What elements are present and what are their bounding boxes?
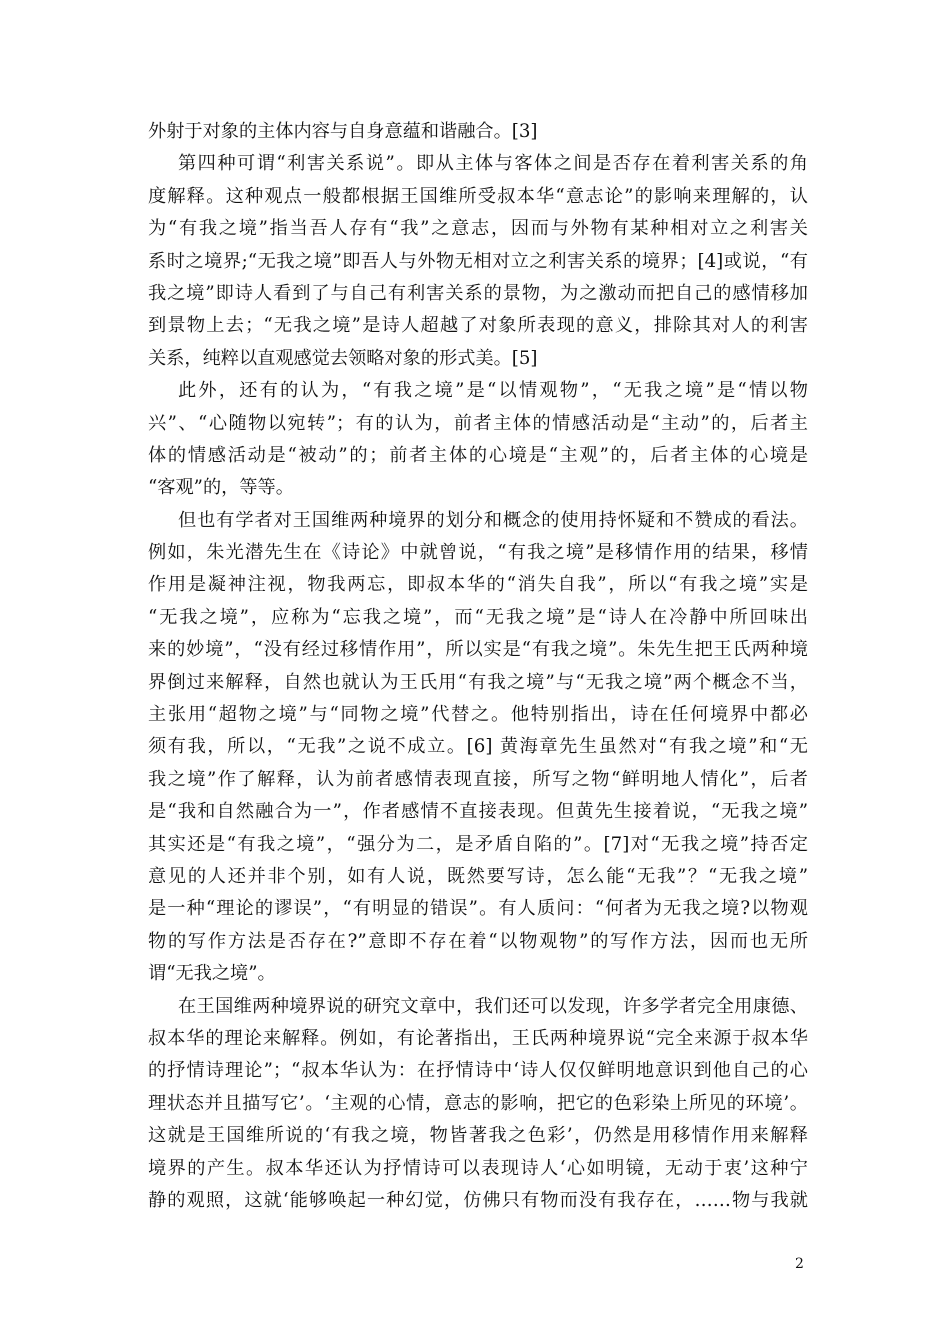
text-line: “客观”的，等等。 (148, 477, 294, 499)
text-line: 意见的人还并非个别，如有人说，既然要写诗，怎么能“无我”？“无我之境” (148, 865, 808, 887)
text-line: 兴”、“心随物以宛转”；有的认为，前者主体的情感活动是“主动”的，后者主 (148, 412, 808, 434)
text-line: 我之境”即诗人看到了与自己有利害关系的景物，为之激动而把自己的感情移加 (148, 282, 808, 304)
text-line: “无我之境”，应称为“忘我之境”，而“无我之境”是“诗人在冷静中所回味出 (148, 606, 808, 628)
text-line: 第四种可谓“利害关系说”。即从主体与客体之间是否存在着利害关系的角 (178, 153, 808, 175)
text-line: 为“有我之境”指当吾人存有“我”之意志，因而与外物有某种相对立之利害关 (148, 218, 808, 240)
text-line: 度解释。这种观点一般都根据王国维所受叔本华“意志论”的影响来理解的，认 (148, 185, 808, 207)
text-line: 其实还是“有我之境”，“强分为二，是矛盾自陷的”。[7]对“无我之境”持否定 (148, 833, 808, 855)
text-line: 是一种“理论的谬误”，“有明显的错误”。有人质问：“何者为无我之境?以物观 (148, 898, 808, 920)
text-line: 谓“无我之境”。 (148, 963, 276, 985)
text-line: 到景物上去；“无我之境”是诗人超越了对象所表现的意义，排除其对人的利害 (148, 315, 808, 337)
text-line: 须有我，所以，“无我”之说不成立。[6] 黄海章先生虽然对“有我之境”和“无 (148, 736, 808, 758)
text-line: 物的写作方法是否存在?”意即不存在着“以物观物”的写作方法，因而也无所 (148, 930, 808, 952)
body-text (148, 116, 808, 1217)
text-line: 这就是王国维所说的‘有我之境，物皆著我之色彩’，仍然是用移情作用来解释 (148, 1125, 808, 1147)
text-line: 的抒情诗理论”；“叔本华认为：在抒情诗中‘诗人仅仅鲜明地意识到他自己的心 (148, 1060, 808, 1082)
text-line: 静的观照，这就‘能够唤起一种幻觉，仿佛只有物而没有我存在，……物与我就 (148, 1189, 808, 1211)
text-line: 但也有学者对王国维两种境界的划分和概念的使用持怀疑和不赞成的看法。 (178, 509, 808, 531)
text-line: 作用是凝神注视，物我两忘，即叔本华的“消失自我”，所以“有我之境”实是 (148, 574, 808, 596)
text-line: 例如，朱光潜先生在《诗论》中就曾说，“有我之境”是移情作用的结果，移情 (148, 542, 808, 564)
text-line: 是“我和自然融合为一”，作者感情不直接表现。但黄先生接着说，“无我之境” (148, 801, 808, 823)
text-line: 此外，还有的认为，“有我之境”是“以情观物”，“无我之境”是“情以物 (178, 380, 808, 402)
text-line: 来的妙境”，“没有经过移情作用”，所以实是“有我之境”。朱先生把王氏两种境 (148, 639, 808, 661)
text-line: 体的情感活动是“被动”的；前者主体的心境是“主观”的，后者主体的心境是 (148, 444, 808, 466)
text-line: 关系，纯粹以直观感觉去领略对象的形式美。[5] (148, 347, 538, 369)
page-number: 2 (795, 1256, 804, 1272)
text-line: 外射于对象的主体内容与自身意蕴和谐融合。[3] (148, 121, 538, 142)
text-line: 系时之境界;“无我之境”即吾人与外物无相对立之利害关系的境界；[4]或说，“有 (148, 250, 808, 272)
text-line: 理状态并且描写它’。‘主观的心情，意志的影响，把它的色彩染上所见的环境’。 (148, 1092, 808, 1114)
text-line: 叔本华的理论来解释。例如，有论著指出，王氏两种境界说“完全来源于叔本华 (148, 1027, 808, 1049)
text-line: 在王国维两种境界说的研究文章中，我们还可以发现，许多学者完全用康德、 (178, 995, 808, 1017)
text-line: 界倒过来解释，自然也就认为王氏用“有我之境”与“无我之境”两个概念不当， (148, 671, 808, 693)
text-line: 主张用“超物之境”与“同物之境”代替之。他特别指出，诗在任何境界中都必 (148, 704, 808, 726)
text-line: 我之境”作了解释，认为前者感情表现直接，所写之物“鲜明地人情化”，后者 (148, 768, 808, 790)
text-line: 境界的产生。叔本华还认为抒情诗可以表现诗人‘心如明镜，无动于衷’这种宁 (148, 1157, 808, 1179)
